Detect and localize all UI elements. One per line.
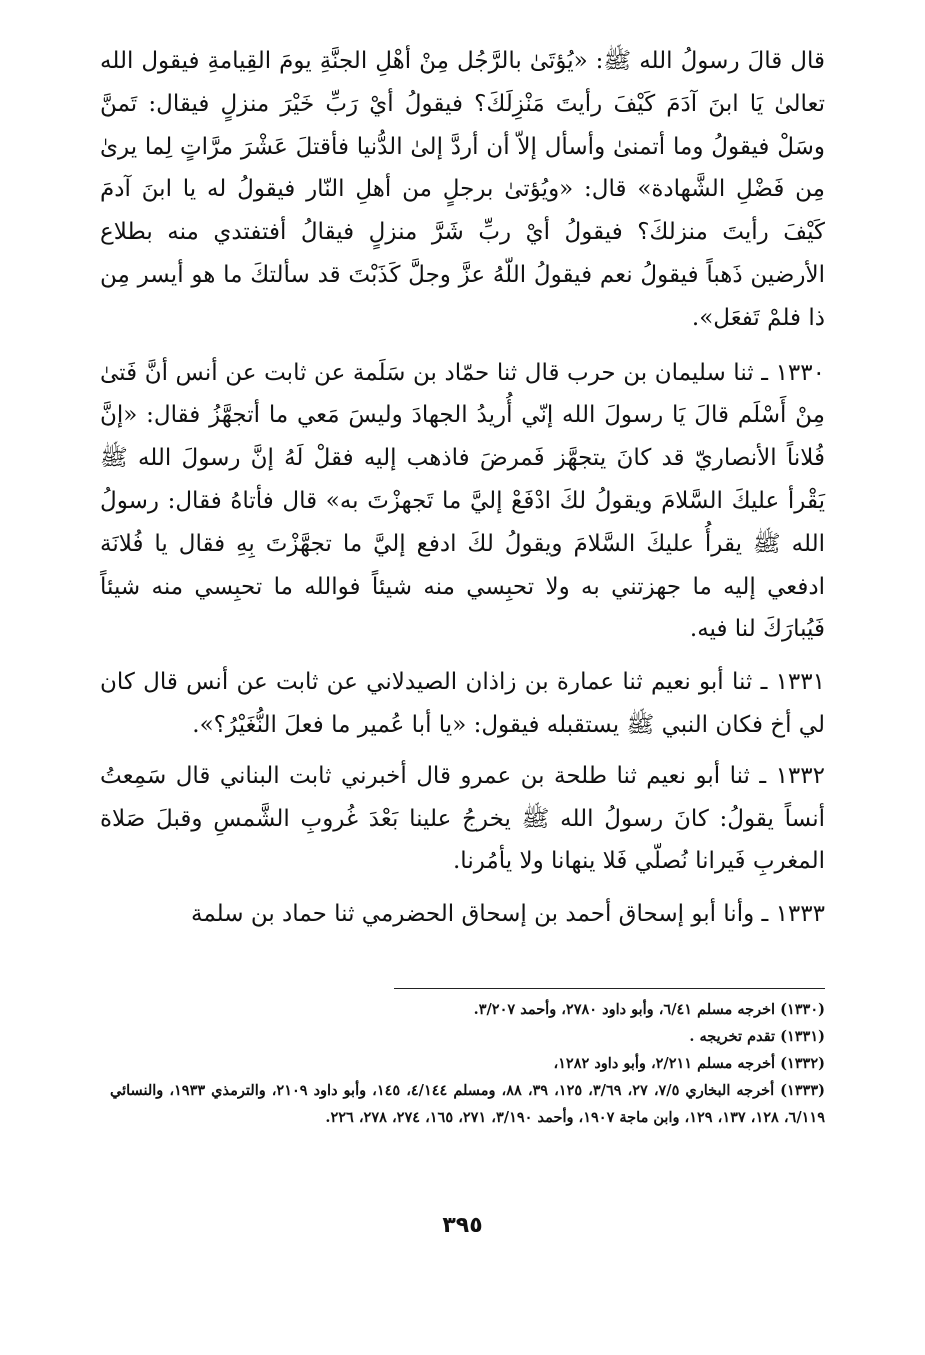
hadith-paragraph-1330: ١٣٣٠ ـ ثنا سليمان بن حرب قال ثنا حمّاد بن سَلَمة عن ثابت عن أنس أنَّ فَتىٰ مِنْ أَسْلَم قالَ يَا رسولَ الله إنّي أُريدُ الجهادَ وليسَ مَعي ما أتجهَّزُ فقال: «إنَّ فُلاناً الأنصاريّ قد كانَ يتجهَّز فَمرضَ فاذهب إليه فقلْ لَهُ إنَّ رسولَ الله ﷺ يَقْرأ عليكَ السَّلامَ ويقولُ لكَ ادْفَعْ إليَّ ما تَجهزْتَ به» قال فأتاهُ فقال: رسولُ الله ﷺ يقرأُ عليكَ السَّلامَ ويقولُ لكَ ادفع إليَّ ما تجهَّزْتَ بِهِ فقال يا فُلانَة ادفعي إليه ما جهزتني به ولا تحبِسي منه شيئاً فوالله ما تحبِسي منه شيئاً فَيُبارَكَ لنا فيه. <box>100 359 825 643</box>
hadith-paragraph-1332: ١٣٣٢ ـ ثنا أبو نعيم ثنا طلحة بن عمرو قال أخبرني ثابت البناني قال سَمِعتُ أنساً يقولُ: كانَ رسولُ الله ﷺ يخرجُ علينا بَعْدَ غُروبِ الشَّمسِ وقبلَ صَلاة المغربِ فَيرانا نُصلّي فَلا ينهانا ولا يأمُرنا. <box>100 762 825 875</box>
footnote-1330: (١٣٣٠) اخرجه مسلم ٦/٤١، وأبو داود ٢٧٨٠، وأحمد ٣/٢٠٧. <box>473 1001 825 1018</box>
footnote-1332: (١٣٣٢) أخرجه مسلم ٢/٢١١، وأبو داود ١٢٨٢، <box>553 1055 825 1072</box>
main-text <box>100 40 825 936</box>
footnotes <box>110 996 825 1131</box>
page-number: ٣٩٥ <box>442 1213 483 1238</box>
hadith-paragraph-1331: ١٣٣١ ـ ثنا أبو نعيم ثنا عمارة بن زاذان الصيدلاني عن ثابت عن أنس قال كان لي أخ فكان النبي ﷺ يستقبله فيقول: «يا أبا عُمير ما فعلَ النُّغَيْرُ؟». <box>100 669 825 738</box>
hadith-paragraph-1333: ١٣٣٣ ـ وأنا أبو إسحاق أحمد بن إسحاق الحضرمي ثنا حماد بن سلمة <box>191 901 825 928</box>
footnote-divider <box>394 988 825 989</box>
hadith-paragraph-intro: قال قالَ رسولُ الله ﷺ: «يُؤتَىٰ بالرَّجُل مِنْ أهْلِ الجنَّةِ يومَ القِيامةِ فيقول الله تعالىٰ يَا ابنَ آدَمَ كَيْفَ رأيتَ مَنْزِلَكَ؟ فيقولُ أيْ رَبِّ خَيْرَ منزلٍ فيقال: تَمنَّ وسَلْ فيقولُ وما أتمنىٰ وأسأل إلاّ أن أردَّ إلىٰ الدُّنيا فأقتلَ عَشْرَ مرَّاتٍ لِما يرىٰ مِن فَضْلِ الشَّهادة» قال: «ويُؤتىٰ برجلٍ من أهلِ النّار فيقولُ له يا ابنَ آدمَ كَيْفَ رأيتَ منزلكَ؟ فيقولُ أيْ ربِّ شَرَّ منزلٍ فيقالُ أفتفتدي منه بطلاع الأرضين ذَهباً فيقولُ نعم فيقولُ اللّهُ عزَّ وجلَّ كَذَبْتَ قد سألتكَ ما هو أيسر مِن ذا فلمْ تَفعَل». <box>100 48 825 331</box>
footnote-1333: (١٣٣٣) أخرجه البخاري ٧/٥، ٢٧، ٣/٦٩، ١٢٥، ٣٩، ٨٨، ومسلم ٤/١٤٤، ١٤٥، وأبو داود ٢١٠٩، والترمذي ١٩٣٣، والنسائي ٦/١١٩، ١٢٨، ١٣٧، ١٢٩، وابن ماجة ١٩٠٧، وأحمد ٣/١٩٠، ٢٧١، ١٦٥، ٢٧٤، ٢٧٨، ٢٢٦. <box>110 1082 826 1126</box>
footnote-1331: (١٣٣١) تقدم تخريجه . <box>689 1028 825 1045</box>
